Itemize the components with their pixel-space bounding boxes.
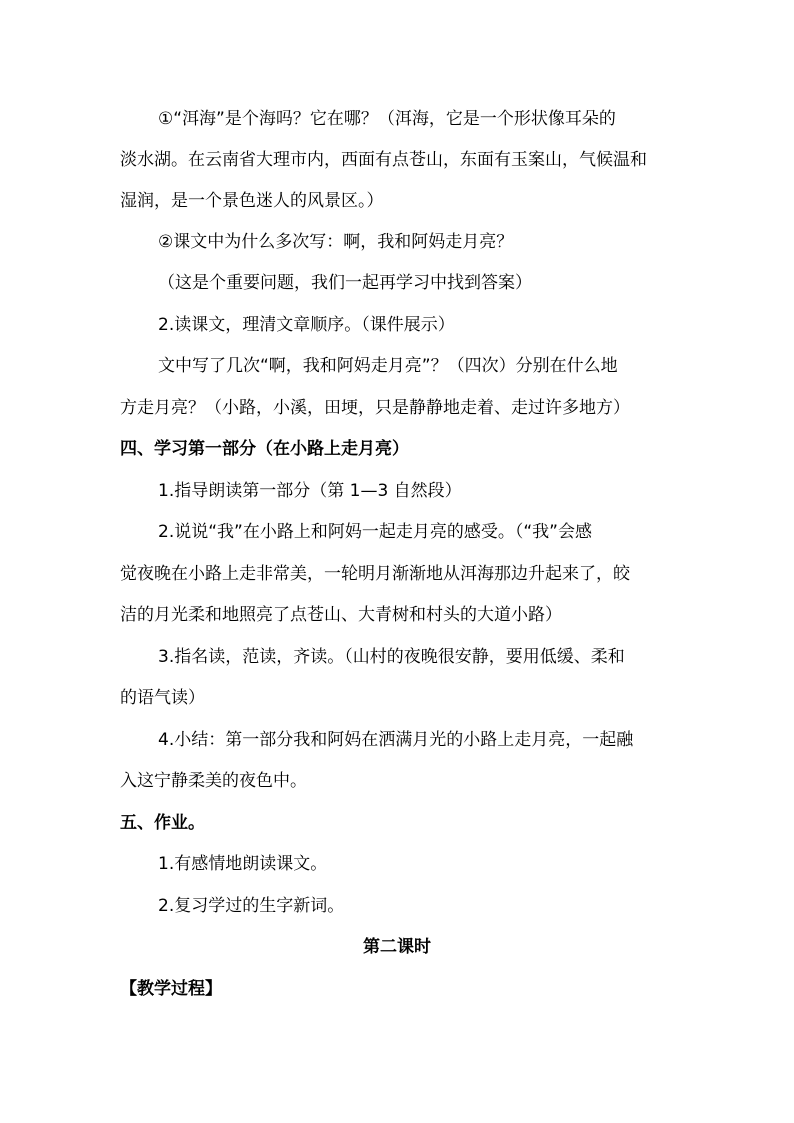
paragraph-line: 4.小结：第一部分我和阿妈在洒满月光的小路上走月亮，一起融 <box>158 730 634 750</box>
section-heading: 【教学过程】 <box>120 979 222 999</box>
paragraph-line: ①“洱海”是个海吗？它在哪？（洱海，它是一个形状像耳朵的 <box>158 109 616 129</box>
section-heading: 五、作业。 <box>120 813 205 833</box>
paragraph-line: 湿润，是一个景色迷人的风景区。） <box>120 191 384 211</box>
paragraph-line: 淡水湖。在云南省大理市内，西面有点苍山，东面有玉案山，气候温和 <box>120 150 647 170</box>
paragraph-line: 觉夜晚在小路上走非常美，一轮明月渐渐地从洱海那边升起来了，皎 <box>120 564 630 584</box>
paragraph-line: 方走月亮？（小路，小溪，田埂，只是静静地走着、走过许多地方） <box>120 398 630 418</box>
paragraph-line: 2.说说“我”在小路上和阿妈一起走月亮的感受。（“我”会感 <box>158 522 592 542</box>
lesson-title: 第二课时 <box>363 937 431 957</box>
paragraph-line: 的语气读） <box>120 688 205 708</box>
paragraph-line: ②课文中为什么多次写：啊，我和阿妈走月亮？ <box>158 232 514 252</box>
paragraph-line: 1.指导朗读第一部分（第 1—3 自然段） <box>158 481 462 501</box>
section-heading: 四、学习第一部分（在小路上走月亮） <box>120 439 409 459</box>
paragraph-line: 1.有感情地朗读课文。 <box>158 854 328 874</box>
paragraph-line: 2.复习学过的生字新词。 <box>158 896 345 916</box>
paragraph-line: 文中写了几次“啊，我和阿妈走月亮”？（四次）分别在什么地 <box>158 356 618 376</box>
paragraph-line: （这是个重要问题，我们一起再学习中找到答案） <box>158 273 532 293</box>
paragraph-line: 入这宁静柔美的夜色中。 <box>120 771 307 791</box>
paragraph-line: 3.指名读，范读，齐读。（山村的夜晚很安静，要用低缓、柔和 <box>158 647 625 667</box>
paragraph-line: 洁的月光柔和地照亮了点苍山、大青树和村头的大道小路） <box>120 605 562 625</box>
paragraph-line: 2.读课文，理清文章顺序。（课件展示） <box>158 315 455 335</box>
